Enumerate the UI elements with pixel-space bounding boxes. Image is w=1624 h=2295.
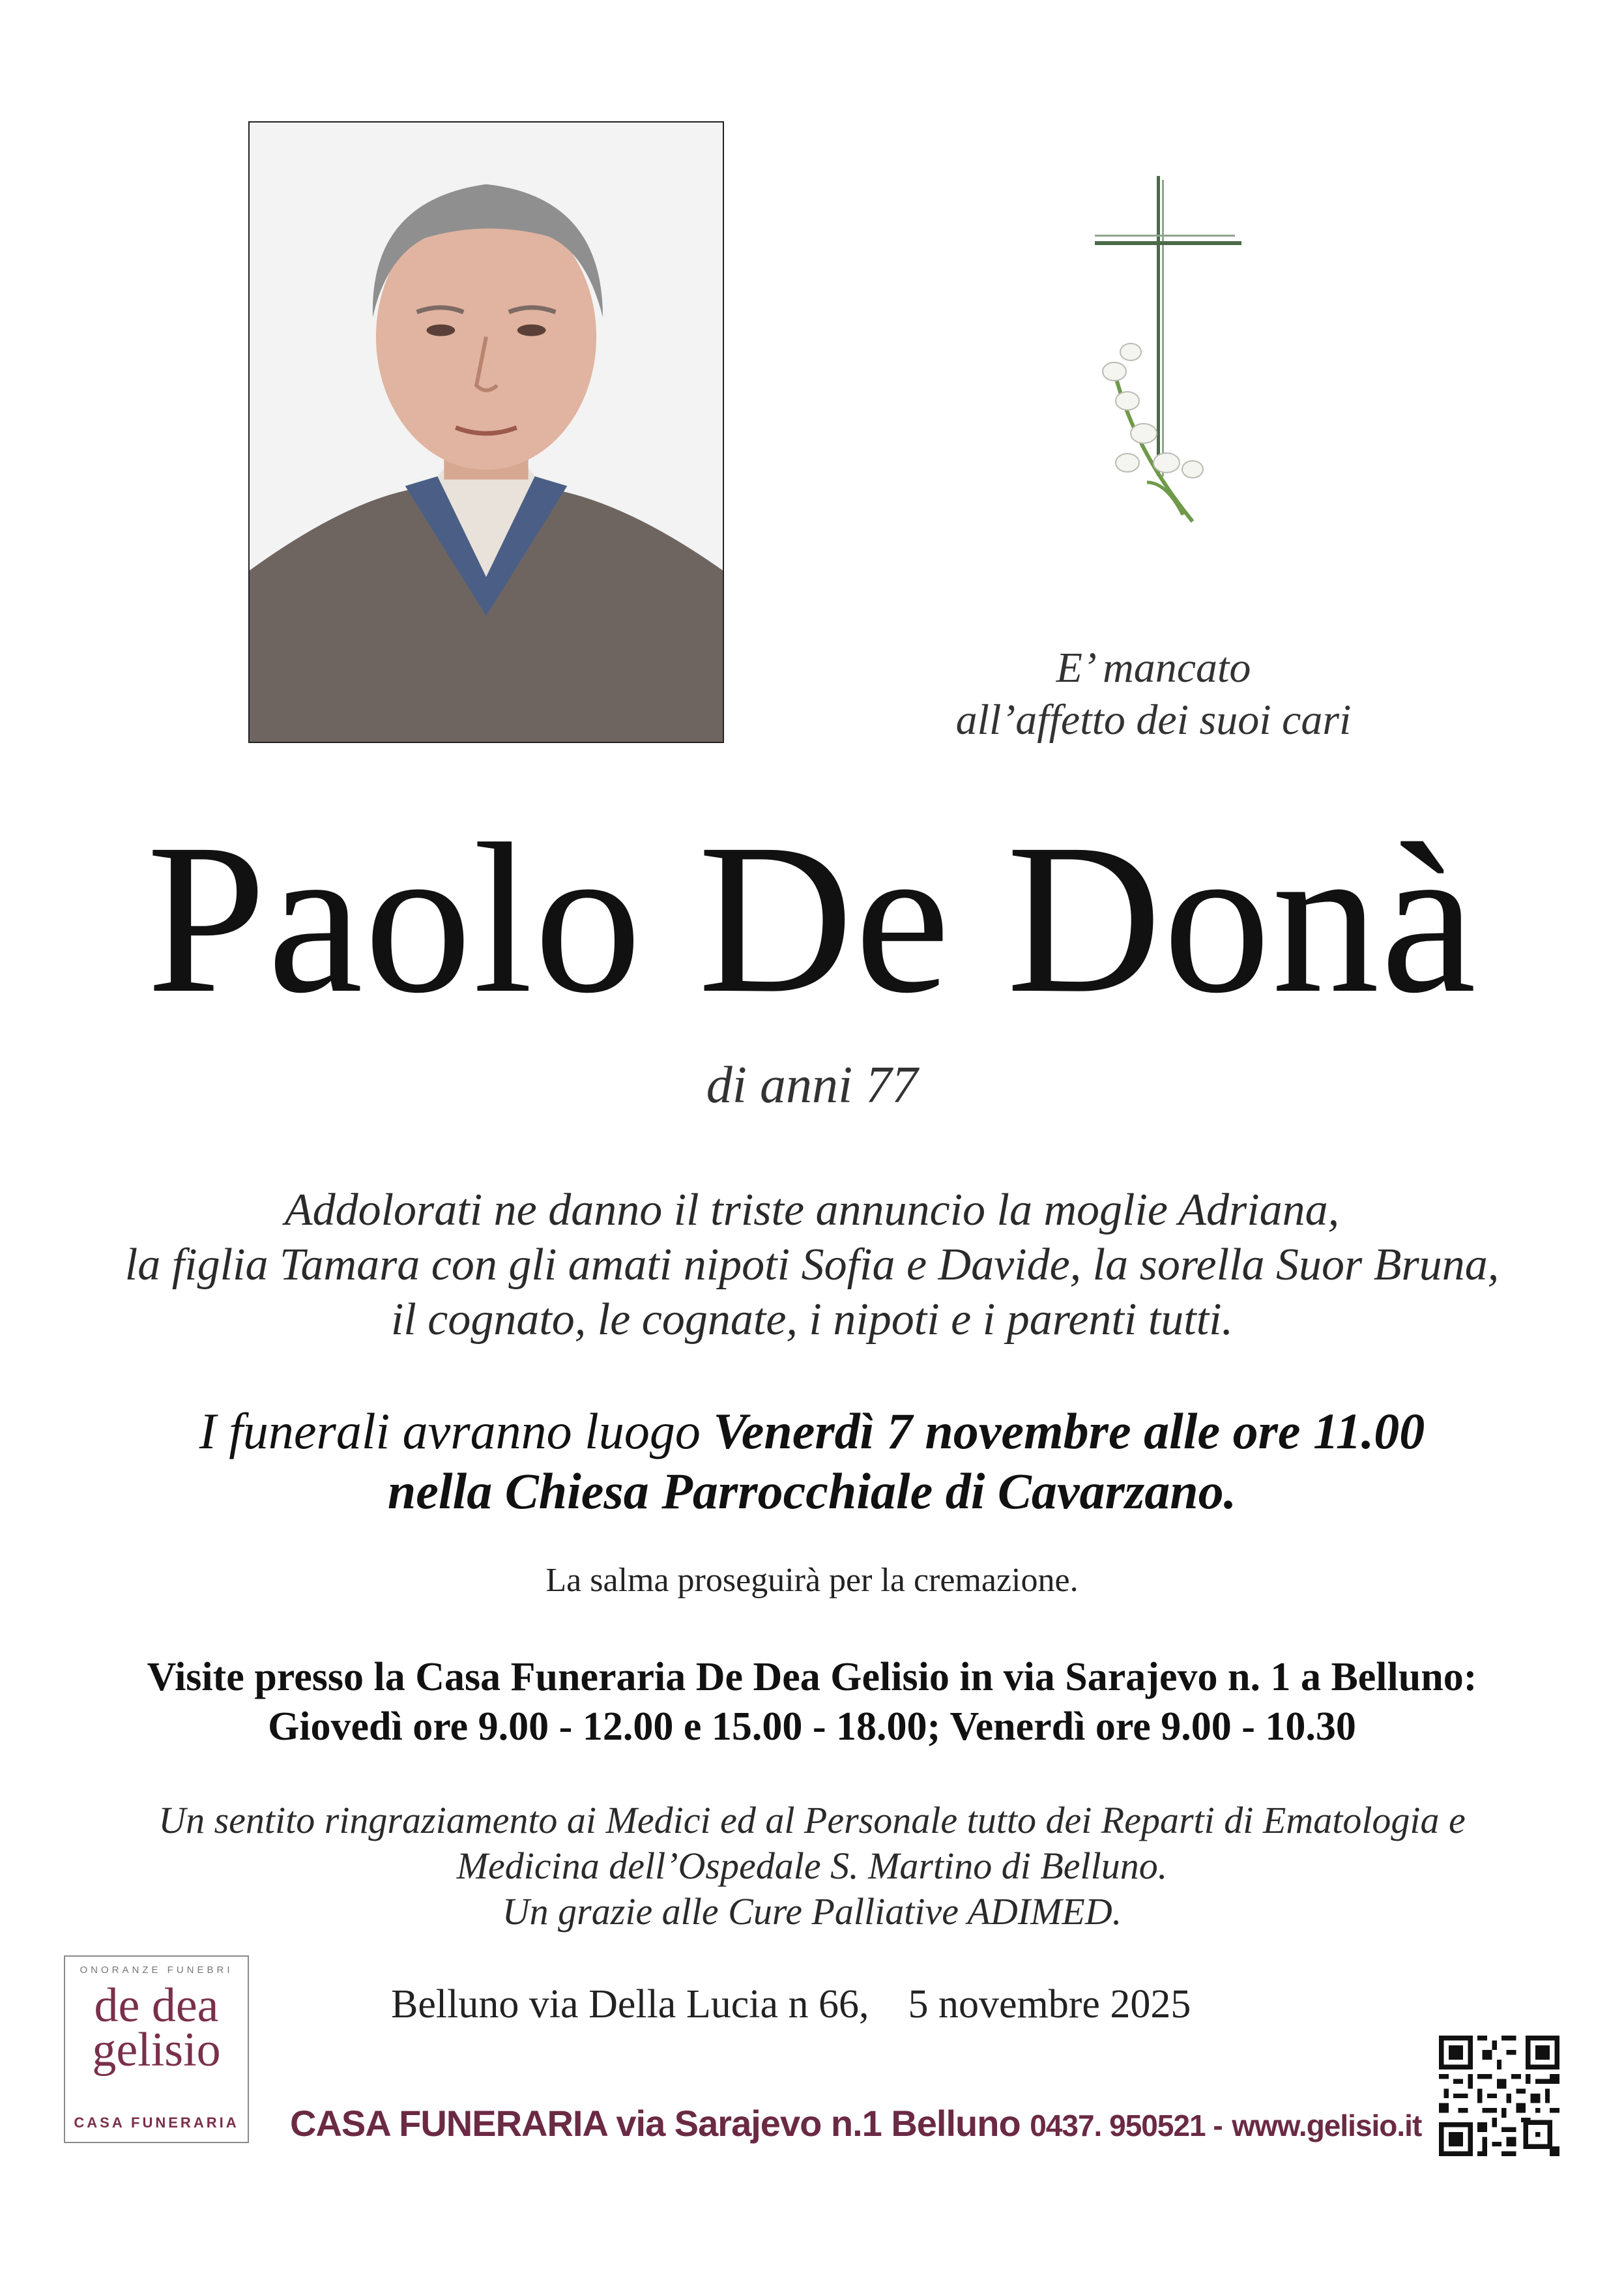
announcement-line: il cognato, le cognate, i nipoti e i parenti tutti. (390, 1294, 1234, 1345)
funeral-info (39, 1401, 1585, 1521)
visits-line: Visite presso la Casa Funeraria De Dea Gelisio in via Sarajevo n. 1 a Belluno: (147, 1655, 1477, 1699)
funeral-home-logo (64, 1955, 249, 2143)
announcement-line: la figlia Tamara con gli amati nipoti Sofia e Davide, la sorella Suor Bruna, (124, 1240, 1500, 1290)
thanks-line: Un sentito ringraziamento ai Medici ed al Personale tutto dei Reparti di Ematologia e (158, 1799, 1466, 1841)
footer-phone: 0437. 950521 - (1030, 2109, 1223, 2142)
thanks-text (39, 1798, 1585, 1935)
intro-text (847, 642, 1460, 746)
funeral-line (39, 1461, 1585, 1521)
logo-top-text: ONORANZE FUNEBRI (80, 1965, 233, 1976)
logo-word-1: de dea (94, 1979, 219, 2032)
intro-line: E’ mancato (1056, 644, 1251, 692)
funeral-where: nella Chiesa Parrocchiale di Cavarzano. (387, 1463, 1237, 1519)
date-text: 5 novembre 2025 (908, 1982, 1191, 2026)
visits-info (39, 1652, 1585, 1751)
qr-code-icon (1439, 2036, 1559, 2156)
thanks-line: Un grazie alle Cure Palliative ADIMED. (502, 1890, 1122, 1933)
logo-word-2: gelisio (92, 2023, 221, 2077)
logo-bottom-text: CASA FUNERARIA (74, 2114, 239, 2131)
announcement-line: Addolorati ne danno il triste annuncio la moglie Adriana, (284, 1185, 1340, 1235)
announcement (39, 1183, 1585, 1347)
funeral-prefix: I funerali avranno luogo (199, 1403, 714, 1459)
intro-line: all’affetto dei suoi cari (955, 696, 1352, 744)
footer-company: CASA FUNERARIA via Sarajevo n.1 Belluno (290, 2103, 1021, 2144)
place-text: Belluno via Della Lucia n 66, (391, 1982, 869, 2026)
visits-line: Giovedì ore 9.00 - 12.00 e 15.00 - 18.00; Venerdì ore 9.00 - 10.30 (268, 1704, 1356, 1749)
portrait-photo (248, 121, 724, 743)
footer-website[interactable]: www.gelisio.it (1232, 2109, 1422, 2142)
place-date (391, 1981, 1303, 2028)
cross-lily-icon (1069, 176, 1264, 541)
salma-note: La salma proseguirà per la cremazione. (545, 1562, 1079, 1599)
deceased-name: Paolo De Donà (146, 800, 1478, 1038)
funeral-line (39, 1401, 1585, 1461)
deceased-age: di anni 77 (706, 1057, 918, 1114)
thanks-line: Medicina dell’Ospedale S. Martino di Belluno. (456, 1845, 1168, 1887)
funeral-when: Venerdì 7 novembre alle ore 11.00 (713, 1403, 1425, 1459)
footer-contact (290, 2102, 1437, 2144)
